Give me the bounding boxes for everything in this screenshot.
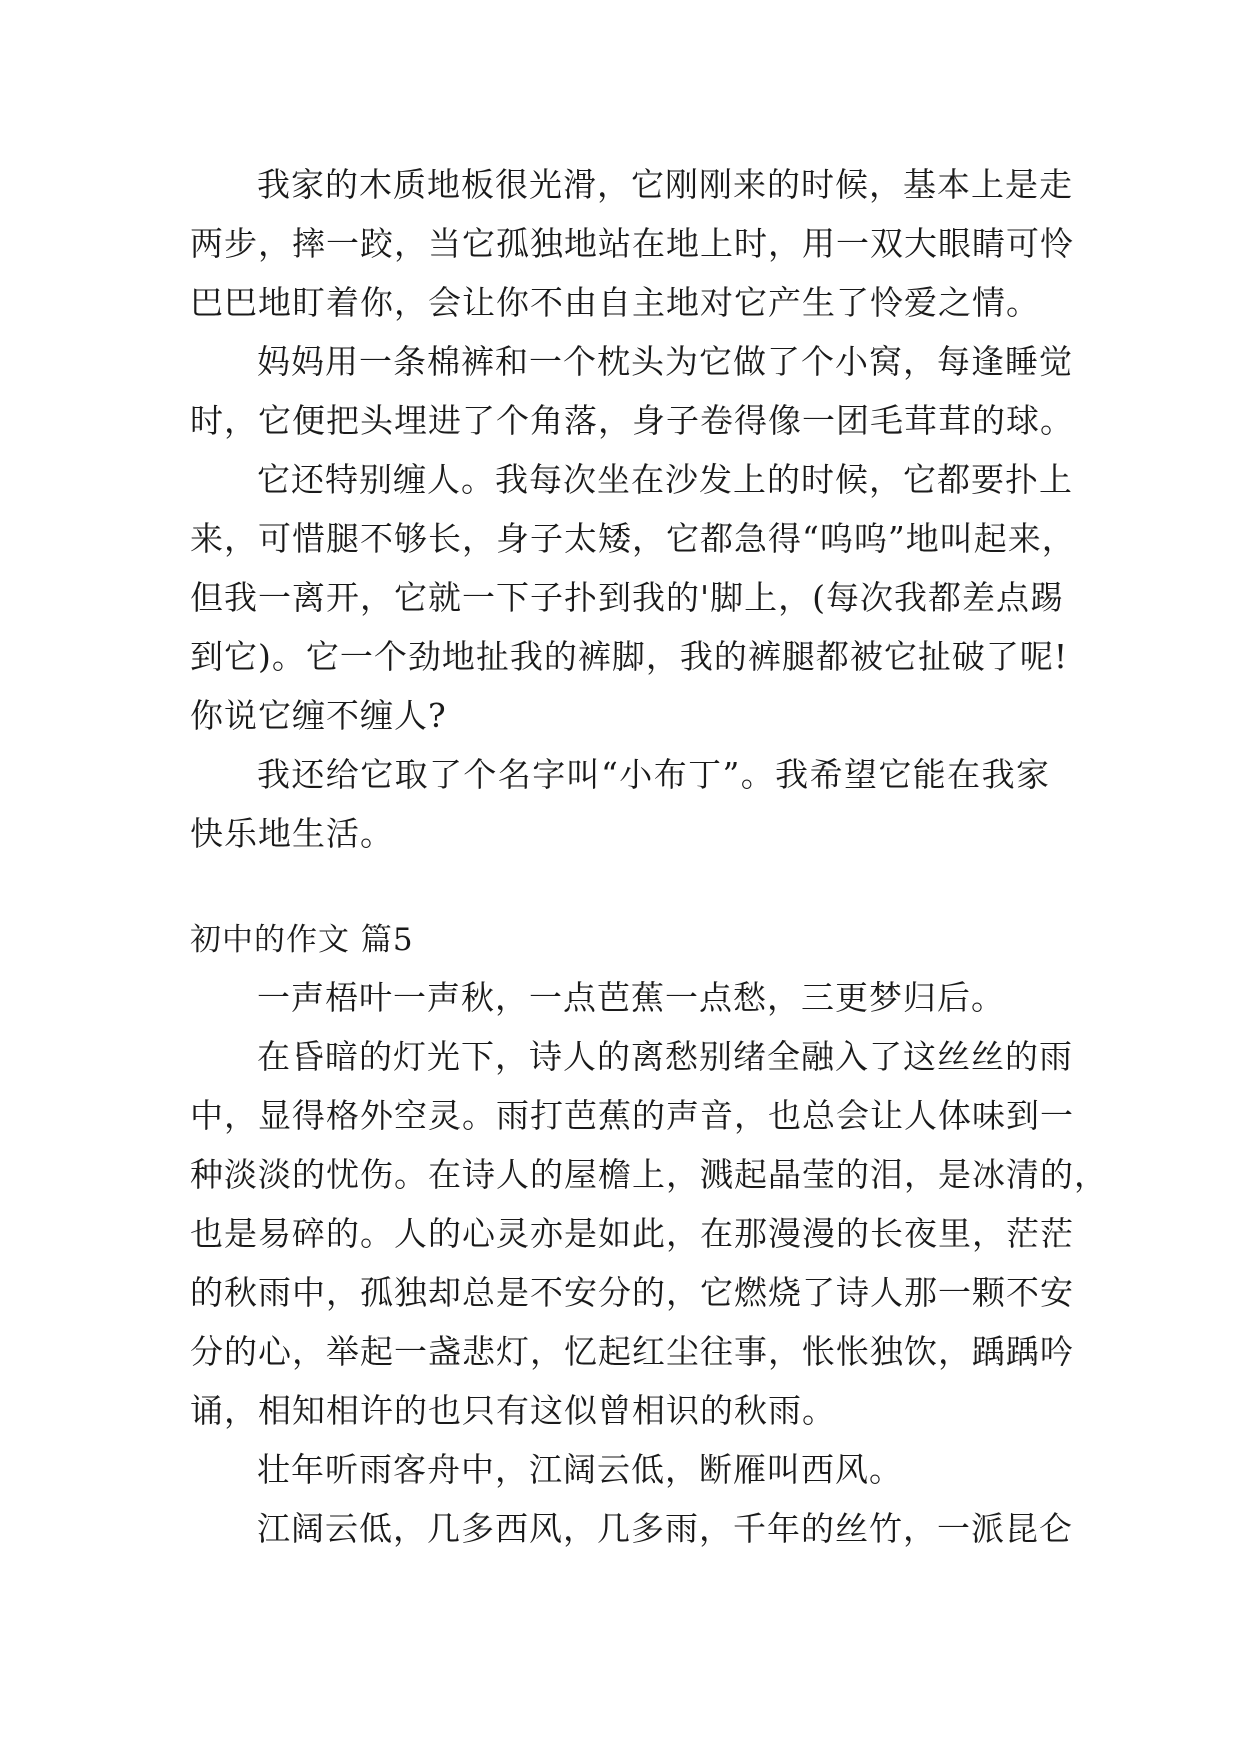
paragraph-1-line-3: 巴巴地盯着你，会让你不由自主地对它产生了怜爱之情。 bbox=[190, 283, 1040, 322]
paragraph-3-line-4: 到它)。它一个劲地扯我的裤脚，我的裤腿都被它扯破了呢! bbox=[190, 637, 1069, 676]
paragraph-6-line-5: 的秋雨中，孤独却总是不安分的，它燃烧了诗人那一颗不安 bbox=[190, 1273, 1074, 1312]
paragraph-3-line-2: 来，可惜腿不够长，身子太矮，它都急得“呜呜”地叫起来， bbox=[190, 519, 1076, 558]
paragraph-8-line-1: 江阔云低，几多西风，几多雨，千年的丝竹，一派昆仑 bbox=[257, 1509, 1073, 1548]
paragraph-6-line-3: 种淡淡的忧伤。在诗人的屋檐上，溅起晶莹的泪，是冰清的， bbox=[190, 1155, 1108, 1194]
paragraph-1-line-2: 两步，摔一跤，当它孤独地站在地上时，用一双大眼睛可怜 bbox=[190, 224, 1074, 263]
paragraph-6-line-1: 在昏暗的灯光下，诗人的离愁别绪全融入了这丝丝的雨 bbox=[257, 1037, 1073, 1076]
paragraph-6-line-6: 分的心，举起一盏悲灯，忆起红尘往事，怅怅独饮，踽踽吟 bbox=[190, 1332, 1074, 1371]
paragraph-6-line-7: 诵，相知相许的也只有这似曾相识的秋雨。 bbox=[190, 1391, 836, 1430]
paragraph-2-line-1: 妈妈用一条棉裤和一个枕头为它做了个小窝，每逢睡觉 bbox=[257, 342, 1073, 381]
paragraph-1-line-1: 我家的木质地板很光滑，它刚刚来的时候，基本上是走 bbox=[257, 165, 1073, 204]
paragraph-3-line-1: 它还特别缠人。我每次坐在沙发上的时候，它都要扑上 bbox=[257, 460, 1073, 499]
paragraph-3-line-3: 但我一离开，它就一下子扑到我的'脚上，(每次我都差点踢 bbox=[190, 578, 1064, 617]
paragraph-3-line-5: 你说它缠不缠人? bbox=[190, 696, 447, 735]
paragraph-6-line-2: 中，显得格外空灵。雨打芭蕉的声音，也总会让人体味到一 bbox=[190, 1096, 1074, 1135]
section-heading: 初中的作文 篇5 bbox=[190, 922, 414, 958]
paragraph-4-line-1: 我还给它取了个名字叫“小布丁”。我希望它能在我家 bbox=[257, 755, 1050, 794]
paragraph-7-line-1: 壮年听雨客舟中，江阔云低，断雁叫西风。 bbox=[257, 1450, 903, 1489]
paragraph-2-line-2: 时，它便把头埋进了个角落，身子卷得像一团毛茸茸的球。 bbox=[190, 401, 1074, 440]
paragraph-6-line-4: 也是易碎的。人的心灵亦是如此，在那漫漫的长夜里，茫茫 bbox=[190, 1214, 1074, 1253]
paragraph-4-line-2: 快乐地生活。 bbox=[190, 814, 394, 853]
poem-line: 一声梧叶一声秋，一点芭蕉一点愁，三更梦归后。 bbox=[257, 978, 1005, 1017]
